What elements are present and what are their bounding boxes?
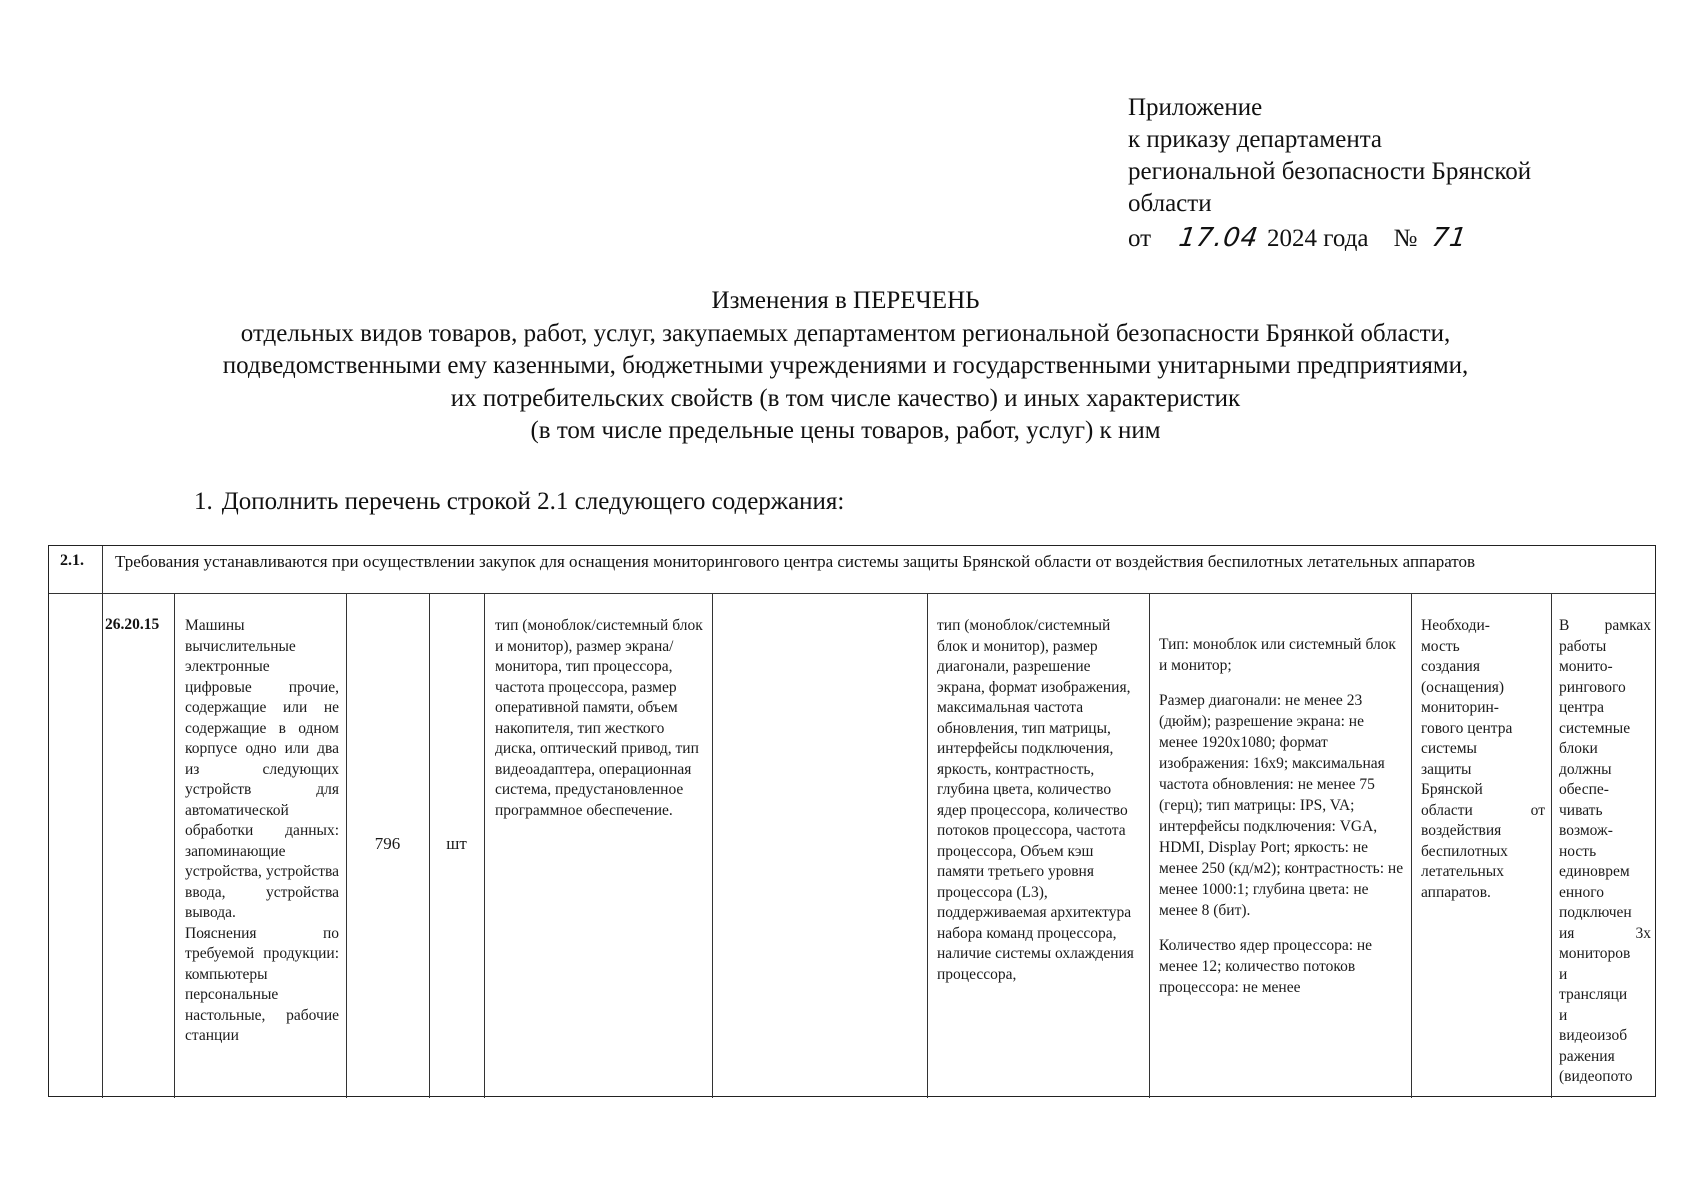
col-divider-6 [712,593,713,1098]
col-divider-7 [927,593,928,1098]
col-divider-2 [174,593,175,1098]
title-line-1: Изменения в ПЕРЕЧЕНЬ [711,287,980,314]
title-line-4: их потребительских свойств (в том числе качество) и иных характеристик [450,384,1241,412]
date-prefix: от [1128,225,1152,252]
date-year: 2024 года [1267,225,1369,252]
col-divider-9 [1411,593,1412,1098]
justification-cell: Необходи- мость создания (оснащения) мониторин- гового центра системы защиты Брянской области от воздействия беспилотных летательных аппаратов. [1421,617,1545,901]
note-cell: В рамках работы монито- рингового центра системные блоки должны обеспе- чивать возмож- ность единоврем енного подключен ия 3х мониторов и трансляци и видеоизоб ражения (видеопото [1559,617,1651,1085]
appendix-line-department: региональной безопасности Брянской [1128,158,1532,185]
handwritten-date: 17.04 [1177,223,1261,253]
title-line-2: отдельных видов товаров, работ, услуг, закупаемых департаментом региональной безопасности Брянкой области, [240,319,1451,347]
values-paragraph-2: Размер диагонали: не менее 23 (дюйм); разрешение экрана: не менее 1920x1080; формат изображения: 16x9; максимальная частота обновления: не менее 75 (герц); тип матрицы: IPS, VA; интерфейсы подключения: VGA, HDMI, Display Port; яркость: не менее 250 (кд/м2); контрастность: не менее 1000:1; глубина цвета: не менее 8 (бит). [1159,692,1404,919]
title-line-3: подведомственными ему казенными, бюджетными учреждениями и государственными унитарными предприятиями, [222,352,1469,379]
appendix-line-region: области [1128,190,1212,217]
col-divider-10 [1551,593,1552,1098]
appendix-line-order: к приказу департамента [1128,126,1383,153]
values-paragraph-1: Тип: моноблок или системный блок и монитор; [1159,636,1396,674]
item-text: Дополнить перечень строкой 2.1 следующего содержания: [221,488,845,515]
values-cell [1159,634,1404,998]
col-divider-1 [102,546,103,1098]
characteristics-cell-2: тип (моноблок/системный блок и монитор), размер диагонали, разрешение экрана, формат изображения, максимальная частота обновления, тип матрицы, интерфейсы подключения, яркость, контрастность, глубина цвета, количество ядер процессора, количество потоков процессора, частота процессора, Объем кэш памяти третьего уровня процессора (L3), поддерживаемая архитектура набора команд процессора, наличие системы охлаждения процессора, [937,617,1134,983]
appendix-title: Приложение [1128,94,1263,121]
appendix-date-line [1128,222,1531,255]
item-paragraph [194,486,844,518]
row-header-text: Требования устанавливаются при осуществлении закупок для оснащения мониторингового центра системы защиты Брянской области от воздействия беспилотных летательных аппаратов [115,552,1476,571]
item-number: 1. [194,488,213,515]
product-name-cell [185,616,339,1047]
product-name: Машины вычислительные электронные цифровые прочие, содержащие или не содержащие в одном корпусе одно или два из следующих устройств для автоматической обработки данных: запоминающие устройства, устройства ввода, устройства вывода. [185,617,339,921]
title-line-5: (в том числе предельные цены товаров, работ, услуг) к ним [530,417,1161,444]
number-sign: № [1393,225,1418,252]
product-note: Пояснения по требуемой продукции: компьютеры персональные настольные, рабочие станции [185,924,339,1044]
appendix-block [1128,92,1531,255]
okei-code-cell: 796 [374,834,401,853]
okpd2-code: 26.20.15 [105,616,160,633]
row-number: 2.1. [60,552,84,569]
col-divider-5 [484,593,485,1098]
unit-cell: шт [446,834,467,853]
values-paragraph-3: Количество ядер процессора: не менее 12; количество потоков процессора: не менее [1159,937,1373,996]
characteristics-cell-1: тип (моноблок/системный блок и монитор), размер экрана/монитора, тип процессора, частота процессора, размер оперативной памяти, объем накопителя, тип жесткого диска, оптический привод, тип видеоадаптера, операционная система, предустановленное программное обеспечение. [495,617,703,819]
header-divider [49,593,1655,594]
document-title [0,285,1691,448]
requirements-table [48,545,1656,1097]
col-divider-8 [1149,593,1150,1098]
handwritten-number: 71 [1429,223,1469,253]
